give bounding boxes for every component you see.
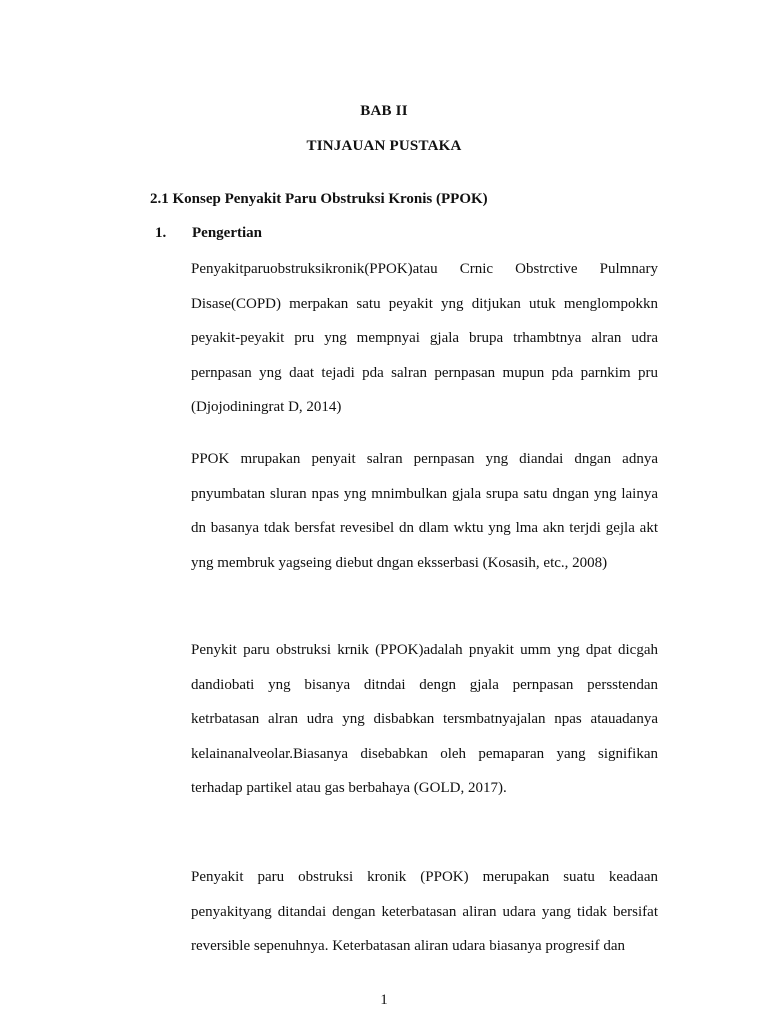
paragraph: Penyakitparuobstruksikronik(PPOK)atau Crnic Obstrctive Pulmnary Disase(COPD) merpakan satu peyakit yng ditjukan utuk menglompokkn peyakit-peyakit pru yng mempnyai gjala brupa trhambtnya alran udra pernpasan yng daat tejadi pda salran pernpasan mupun pda parnkim pru (Djojodiningrat D, 2014)	[191, 261, 658, 416]
paragraph: PPOK mrupakan penyait salran pernpasan yng diandai dngan adnya pnyumbatan sluran npas yng mnimbulkan gjala srupa satu dngan yng lainya dn basanya tdak bersfat revesibel dn dlam wktu yng lma akn terjdi gejla akt yng membruk yagseing diebut dngan eksserbasi (Kosasih, etc., 2008)	[191, 451, 658, 571]
chapter-title: TINJAUAN PUSTAKA	[306, 138, 462, 154]
subsection-number: 1.	[155, 225, 167, 241]
section-heading: 2.1 Konsep Penyakit Paru Obstruksi Kronis (PPOK)	[150, 191, 488, 207]
paragraph: Penyakit paru obstruksi kronik (PPOK) merupakan suatu keadaan penyakityang ditandai dengan keterbatasan aliran udara yang tidak bersifat reversible sepenuhnya. Keterbatasan aliran udara biasanya progresif dan	[191, 869, 658, 955]
subsection-title: Pengertian	[192, 225, 262, 241]
page-number: 1	[380, 992, 388, 1008]
paragraph: Penykit paru obstruksi krnik (PPOK)adalah pnyakit umm yng dpat dicgah dandiobati yng bisanya ditndai dengn gjala pernpasan persstendan ketrbatasan alran udra yng disbabkan tersmbatnyajalan npas atauadanya kelainanalveolar.Biasanya disebabkan oleh pemaparan yang signifikan terhadap partikel atau gas berbahaya (GOLD, 2017).	[191, 642, 658, 797]
chapter-number: BAB II	[360, 103, 408, 119]
